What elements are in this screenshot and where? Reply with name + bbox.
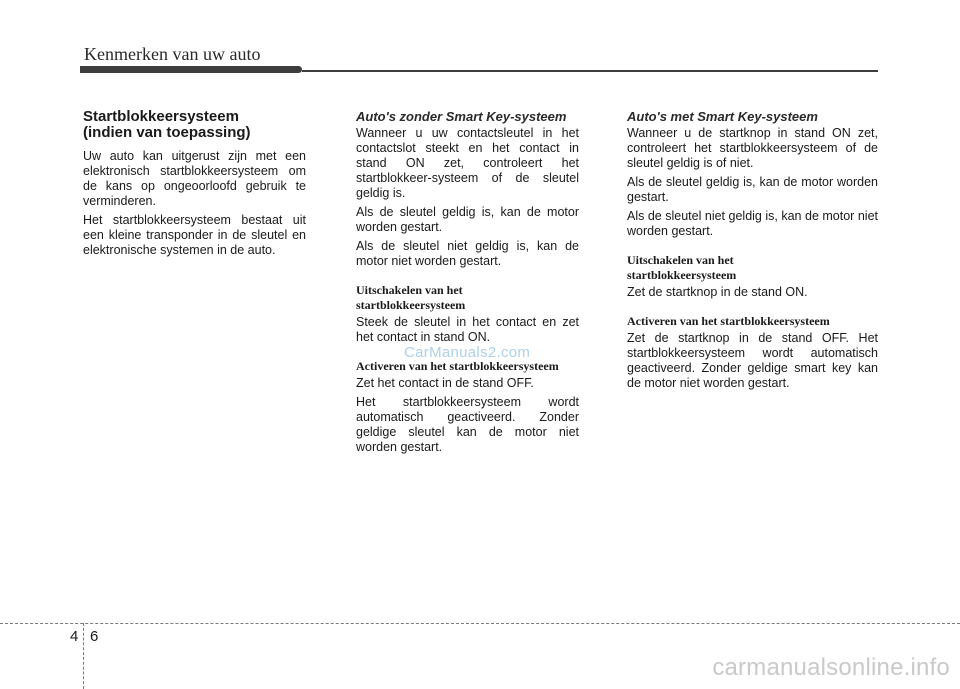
deactivate-heading-line2: startblokkeersysteem — [356, 298, 466, 312]
activate-heading: Activeren van het startblokkeersysteem — [356, 359, 559, 373]
footer-divider — [83, 623, 84, 689]
watermark-overlay: CarManuals2.com — [404, 344, 531, 361]
paragraph: Als de sleutel geldig is, kan de motor worden gestart. — [627, 175, 878, 204]
deactivate-heading — [627, 253, 878, 283]
paragraph: Zet het contact in de stand OFF. — [356, 376, 534, 390]
section-heading-line2: (indien van toepassing) — [83, 124, 251, 141]
paragraph: Wanneer u de startknop in stand ON zet, controleert het startblokkeersysteem of de sleutel geldig is of niet. — [627, 126, 878, 170]
activate-heading: Activeren van het startblokkeersysteem — [627, 314, 830, 328]
paragraph: Wanneer u uw contactsleutel in het contactslot steekt en het contact in stand ON zet, controleert het startblokkeer-systeem of de sleutel geldig is. — [356, 126, 579, 200]
paragraph: Uw auto kan uitgerust zijn met een elektronisch startblokkeersysteem om de kans op ongeoorloofd gebruik te verminderen. — [83, 149, 306, 208]
deactivate-heading-line1: Uitschakelen van het — [356, 283, 463, 297]
subsection-heading: Auto's zonder Smart Key-systeem — [356, 109, 567, 124]
paragraph: Zet de startknop in de stand OFF. Het startblokkeersysteem wordt automatisch geactiveerd. Zonder geldige smart key kan de motor niet worden gestart. — [627, 331, 878, 390]
paragraph: Het startblokkeersysteem bestaat uit een kleine transponder in de sleutel en elektronische systemen in de auto. — [83, 213, 306, 257]
section-heading-line1: Startblokkeersysteem — [83, 108, 239, 125]
chapter-title: Kenmerken van uw auto — [84, 44, 261, 64]
page-number: 6 — [90, 628, 99, 645]
header-rule — [302, 70, 878, 72]
deactivate-heading-line2: startblokkeersysteem — [627, 268, 737, 282]
paragraph: Steek de sleutel in het contact en zet het contact in stand ON. — [356, 315, 579, 344]
subsection-heading: Auto's met Smart Key-systeem — [627, 109, 818, 124]
footer-watermark: carmanualsonline.info — [712, 654, 950, 681]
paragraph: Het startblokkeersysteem wordt automatisch geactiveerd. Zonder geldige sleutel kan de motor niet worden gestart. — [356, 395, 579, 454]
paragraph: Als de sleutel geldig is, kan de motor worden gestart. — [356, 205, 579, 234]
paragraph: Als de sleutel niet geldig is, kan de motor niet worden gestart. — [356, 239, 579, 268]
column-with-smart-key — [627, 109, 878, 395]
section-heading — [83, 109, 306, 141]
paragraph: Als de sleutel niet geldig is, kan de motor niet worden gestart. — [627, 209, 878, 238]
paragraph: Zet de startknop in de stand ON. — [627, 285, 808, 299]
deactivate-heading — [356, 283, 579, 313]
column-without-smart-key — [356, 109, 579, 459]
column-immobilizer-intro — [83, 109, 306, 262]
footer-rule — [0, 623, 960, 624]
header-bar-thick — [80, 66, 302, 73]
page-section-number: 4 — [70, 628, 79, 645]
deactivate-heading-line1: Uitschakelen van het — [627, 253, 734, 267]
